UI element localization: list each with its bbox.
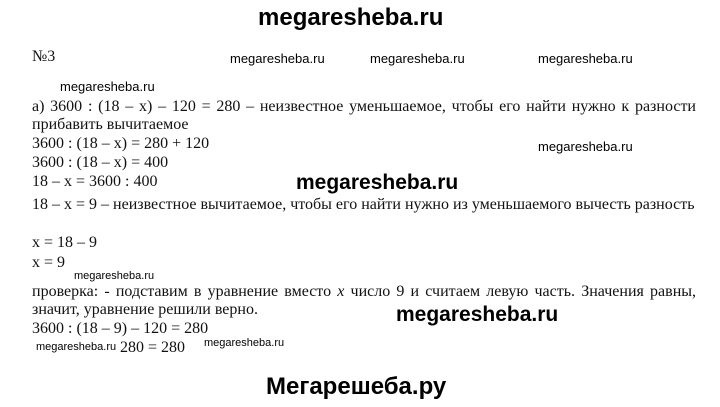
watermark-small: megaresheba.ru <box>204 337 285 349</box>
equation-3: 18 – х = 3600 : 400 <box>32 173 158 190</box>
solution-line-a: а) 3600 : (18 – х) – 120 = 280 – неизвестное уменьшаемое, чтобы его найти нужно к разности прибавить вычитаемое <box>32 98 696 133</box>
check-suffix: число 9 и считаем левую часть. Значения равны, значит, уравнение решили верно. <box>32 283 697 318</box>
watermark-small: megaresheba.ru <box>60 79 155 94</box>
equation-5: х = 9 <box>32 254 66 271</box>
task-number: №3 <box>32 48 56 65</box>
footer-watermark: Мегарешеба.ру <box>266 373 447 400</box>
check-paragraph <box>32 283 696 319</box>
watermark-small: megaresheba.ru <box>74 270 155 282</box>
watermark-small: megaresheba.ru <box>538 139 633 154</box>
solution-line-b: 18 – х = 9 – неизвестное вычитаемое, чтобы его найти нужно из уменьшаемого вычесть разность <box>32 196 695 213</box>
watermark-large: megaresheba.ru <box>396 303 559 326</box>
watermark-small: megaresheba.ru <box>36 341 117 353</box>
equation-4: х = 18 – 9 <box>32 234 98 251</box>
watermark-large: megaresheba.ru <box>296 171 459 194</box>
watermark-small: megaresheba.ru <box>370 51 465 66</box>
equation-1: 3600 : (18 – х) = 280 + 120 <box>32 135 210 152</box>
check-variable: х <box>337 283 345 300</box>
equation-6: 3600 : (18 – 9) – 120 = 280 <box>32 320 209 337</box>
watermark-small: megaresheba.ru <box>538 51 633 66</box>
equation-7: 280 = 280 <box>120 339 186 356</box>
header-watermark: megaresheba.ru <box>258 4 444 31</box>
watermark-small: megaresheba.ru <box>230 51 325 66</box>
equation-2: 3600 : (18 – х) = 400 <box>32 154 169 171</box>
check-prefix: проверка: - подставим в уравнение вместо <box>32 283 338 300</box>
